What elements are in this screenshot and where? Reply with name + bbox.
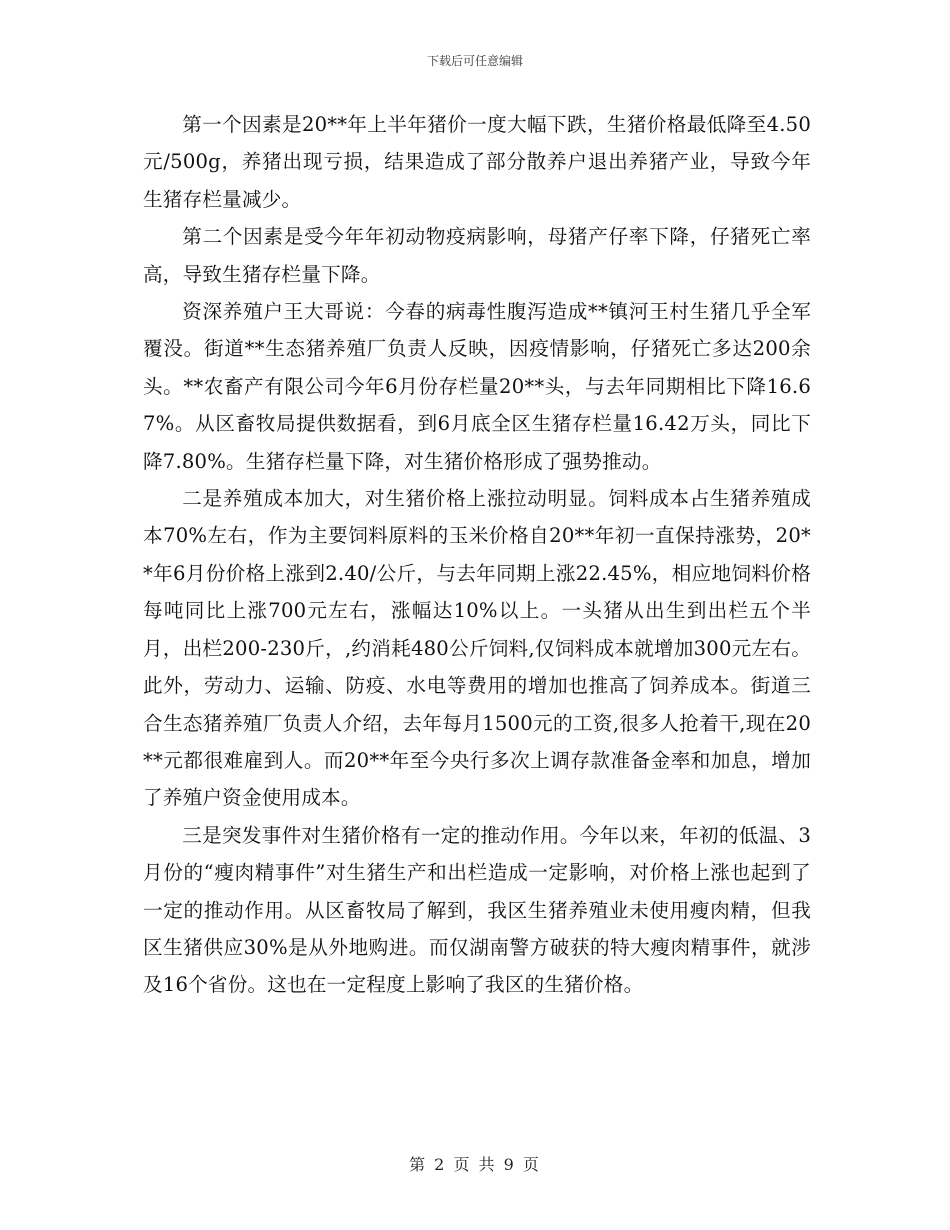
document-body bbox=[143, 106, 811, 1004]
paragraph-sudden-events: 三是突发事件对生猪价格有一定的推动作用。今年以来，年初的低温、3月份的“瘦肉精事件”对生猪生产和出栏造成一定影响，对价格上涨也起到了一定的推动作用。从区畜牧局了解到，我区生猪养殖业未使用瘦肉精，但我区生猪供应30%是从外地购进。而仅湖南警方破获的特大瘦肉精事件，就涉及16个省份。这也在一定程度上影响了我区的生猪价格。 bbox=[143, 823, 811, 997]
paragraph-farmer-quote: 资深养殖户王大哥说：今春的病毒性腹泻造成**镇河王村生猪几乎全军覆没。街道**生态猪养殖厂负责人反映，因疫情影响，仔猪死亡多达200余头。**农畜产有限公司今年6月份存栏量20**头，与去年同期相比下降16.67%。从区畜牧局提供数据看，到6月底全区生猪存栏量16.42万头，同比下降7.80%。生猪存栏量下降，对生猪价格形成了强势推动。 bbox=[143, 300, 811, 473]
page-header-note: 下载后可任意编辑 bbox=[426, 54, 523, 68]
paragraph-factor-one: 第一个因素是20**年上半年猪价一度大幅下跌，生猪价格最低降至4.50元/500g，养猪出现亏损，结果造成了部分散养户退出养猪产业，导致今年生猪存栏量减少。 bbox=[143, 113, 811, 211]
paragraph-factor-two: 第二个因素是受今年年初动物疫病影响，母猪产仔率下降，仔猪死亡率高，导致生猪存栏量下降。 bbox=[143, 225, 811, 286]
page-number: 第 2 页 共 9 页 bbox=[409, 1155, 541, 1174]
paragraph-breeding-cost: 二是养殖成本加大，对生猪价格上涨拉动明显。饲料成本占生猪养殖成本70%左右，作为主要饲料原料的玉米价格自20**年初一直保持涨势，20**年6月份价格上涨到2.40/公斤，与去年同期上涨22.45%，相应地饲料价格每吨同比上涨700元左右，涨幅达10%以上。一头猪从出生到出栏五个半月，出栏200-230斤，,约消耗480公斤饲料,仅饲料成本就增加300元左右。此外，劳动力、运输、防疫、水电等费用的增加也推高了饲养成本。街道三合生态猪养殖厂负责人介绍，去年每月1500元的工资,很多人抢着干,现在20**元都很难雇到人。而20**年至今央行多次上调存款准备金率和加息，增加了养殖户资金使用成本。 bbox=[143, 487, 811, 810]
